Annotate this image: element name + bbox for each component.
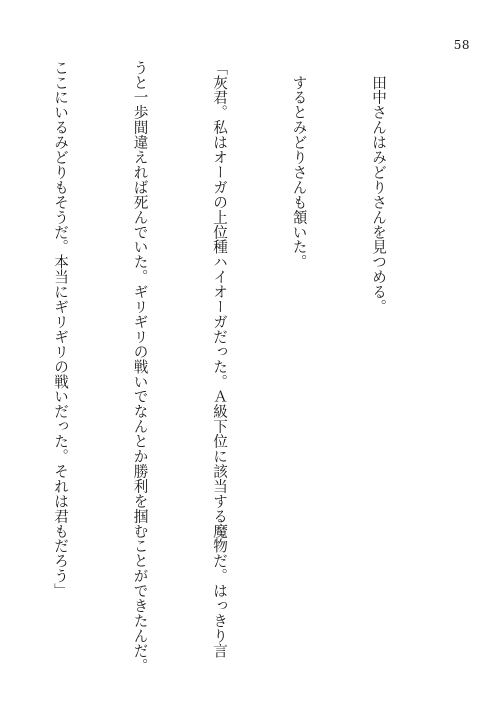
page-number: 58 [453, 38, 470, 52]
text-line: するとみどりさんも頷いた。 [290, 60, 308, 270]
text-line: 「灰君。私はオーガの上位種ハイオーガだった。Ａ級下位に該当する魔物だ。はっきり言 [211, 60, 228, 658]
text-line: 田中さんはみどりさんを見つめる。 [370, 60, 387, 315]
text-line: うと一歩間違えれば死んでいた。ギリギリの戦いでなんとか勝利を掴むことができたんだ。 [131, 60, 149, 673]
text-line: ここにいるみどりもそうだ。本当にギリギリの戦いだった。それは君もだろう」 [52, 60, 69, 599]
novel-text-block [0, 60, 444, 680]
